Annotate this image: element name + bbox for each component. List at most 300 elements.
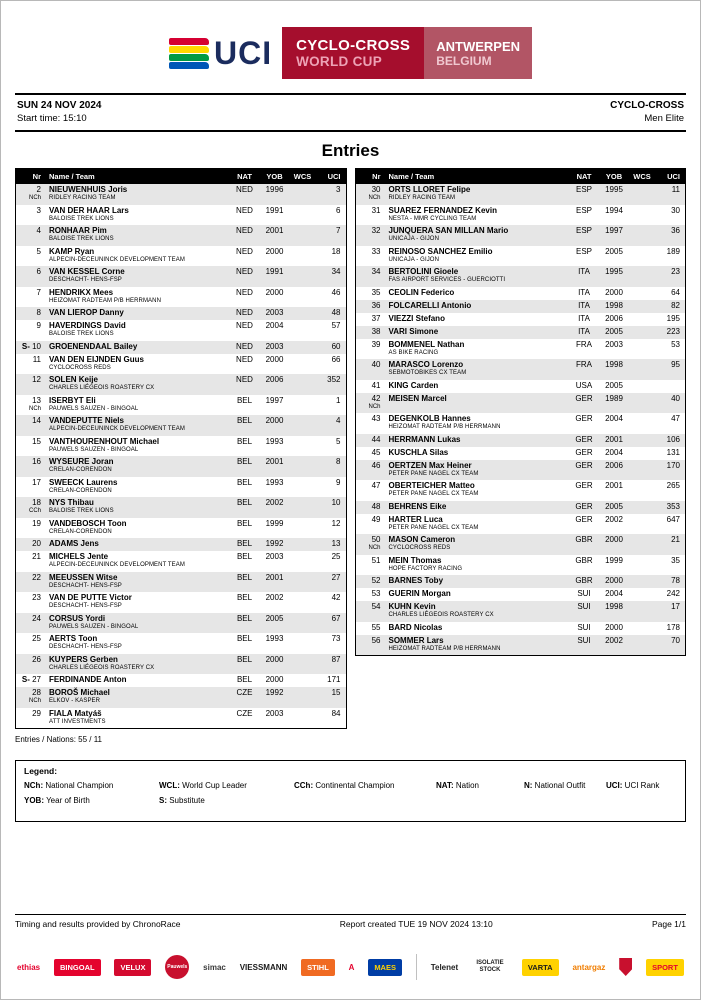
rider-uci-rank: 48: [331, 308, 341, 317]
champion-tag: NCh: [368, 195, 381, 201]
rider-nat: GER: [575, 414, 593, 423]
rider-uci-rank: 8: [336, 457, 341, 466]
rider-team: DESCHACHT- HENS-FSP: [49, 582, 122, 589]
rider-team: AS BIKE RACING: [388, 349, 439, 356]
champion-tag: NCh: [28, 405, 41, 412]
rider-cell: [44, 342, 230, 352]
rider-number: 19: [32, 518, 41, 528]
rider-name: KUHN Kevin: [388, 602, 436, 611]
rider-team: ELKOV - KASPER: [49, 698, 101, 704]
rider-wcs: [629, 327, 655, 337]
entry-row: [356, 225, 686, 246]
rider-name: HAVERDINGS David: [49, 321, 126, 330]
entry-row: [16, 436, 346, 457]
rider-wcs: [629, 535, 655, 553]
rider-wcs: [290, 539, 316, 549]
rider-cell: [384, 247, 570, 265]
rider-yob: 1998: [605, 602, 623, 611]
rider-name: ADAMS Jens: [49, 539, 99, 548]
rider-name: SWEECK Laurens: [49, 477, 118, 487]
rider-yob: 1994: [605, 205, 623, 215]
rider-yob: 2000: [265, 287, 284, 297]
rider-nat: CZE: [236, 708, 253, 718]
rider-nat: ESP: [575, 226, 592, 235]
rider-team: BALOISE TREK LIONS: [49, 236, 114, 242]
entry-row: [356, 514, 686, 535]
legend-row-1: [24, 781, 677, 790]
rider-yob: 2005: [265, 613, 284, 623]
rider-wcs: [290, 498, 316, 516]
rider-yob: 1992: [265, 539, 284, 548]
rider-cell: [384, 461, 570, 479]
sponsor-emblem-icon: [619, 958, 632, 976]
column-header-wcs: WCS: [293, 172, 312, 181]
rider-nat: NED: [236, 354, 253, 364]
rider-name: REINOSO SANCHEZ Emilio: [388, 246, 493, 256]
rider-cell: [384, 206, 570, 224]
rider-yob: 2005: [605, 501, 623, 511]
rider-uci-rank: 95: [671, 360, 680, 369]
rider-yob: 2002: [605, 514, 623, 524]
rider-yob: 1997: [265, 395, 284, 405]
entry-row: [16, 477, 346, 498]
rider-team: ATT INVESTMENTS: [49, 718, 106, 725]
rider-cell: [384, 602, 570, 620]
rider-name: OERTZEN Max Heiner: [388, 460, 472, 470]
rider-uci-rank: 195: [666, 313, 680, 323]
rider-name: MEEUSSEN Witse: [49, 572, 118, 582]
rider-number: 17: [32, 477, 41, 487]
rider-wcs: [290, 355, 316, 373]
rider-nat: NED: [236, 308, 253, 317]
rider-name: HERRMANN Lukas: [388, 434, 461, 444]
rider-yob: 1993: [265, 436, 284, 446]
entry-row: [16, 518, 346, 539]
rider-yob: 2000: [265, 416, 284, 425]
rider-team: PETER PANE NAGEL CX TEAM: [388, 524, 479, 531]
rider-uci-rank: 4: [336, 416, 341, 425]
rider-wcs: [629, 414, 655, 432]
rider-uci-rank: 70: [671, 635, 680, 645]
rider-uci-rank: 53: [671, 339, 680, 349]
entry-row: [16, 674, 346, 687]
rider-team: BALOISE TREK LIONS: [49, 508, 114, 514]
rider-team: CHARLES LIÉGEOIS ROASTERY CX: [388, 612, 494, 618]
rider-number: 33: [371, 246, 381, 256]
column-header-name: Name / Team: [49, 172, 95, 181]
rider-yob: 2002: [265, 593, 284, 602]
rider-nat: BEL: [236, 572, 253, 582]
rider-team: CHARLES LIÉGEOIS ROASTERY CX: [49, 664, 155, 671]
rider-cell: [384, 515, 570, 533]
sponsor-divider: [416, 954, 417, 980]
rider-uci-rank: 66: [331, 354, 341, 364]
rider-uci-rank: 15: [331, 688, 341, 697]
rider-cell: [44, 226, 230, 244]
rider-nat: SUI: [577, 589, 591, 598]
rider-wcs: [290, 552, 316, 570]
rider-yob: 2003: [265, 341, 284, 351]
rider-yob: 2003: [265, 308, 284, 317]
rider-wcs: [629, 394, 655, 412]
entry-row: [356, 339, 686, 360]
rider-team: ALPECIN-DECEUNINCK DEVELOPMENT TEAM: [49, 562, 185, 568]
legend-title: Legend:: [24, 766, 58, 776]
entry-row: [16, 354, 346, 375]
rider-team: CRELAN-CORENDON: [49, 467, 112, 473]
uci-wordmark: UCI: [213, 34, 273, 71]
rider-team: PETER PANE NAGEL CX TEAM: [388, 470, 479, 477]
rider-uci-rank: 87: [331, 654, 341, 664]
rider-team: HEIZOMAT RADTEAM P/B HERRMANN: [49, 297, 162, 304]
rider-cell: [384, 636, 570, 654]
sponsor-logo-velux: VELUX: [114, 959, 151, 976]
rider-uci-rank: 18: [331, 246, 341, 256]
rider-yob: 1995: [605, 185, 623, 194]
rider-wcs: [629, 576, 655, 586]
entry-row: [16, 456, 346, 477]
rider-nat: BEL: [236, 436, 253, 446]
entry-row: [16, 415, 346, 436]
rider-team: DESCHACHT- HENS-FSP: [49, 603, 122, 609]
rider-name: BARNES Toby: [388, 576, 444, 585]
entries-table-left: [15, 168, 347, 729]
rider-nat: ITA: [578, 267, 590, 276]
rider-cell: [44, 321, 230, 339]
rider-name: FIALA Matyáš: [49, 708, 102, 718]
rider-wcs: [629, 301, 655, 311]
rider-wcs: [290, 709, 316, 727]
rider-nat: ITA: [578, 326, 590, 336]
rider-name: NIEUWENHUIS Joris: [49, 185, 128, 194]
rider-wcs: [629, 185, 655, 203]
rider-cell: [384, 394, 570, 412]
rider-number: 52: [371, 576, 381, 585]
rider-wcs: [290, 375, 316, 393]
rider-uci-rank: 35: [671, 555, 680, 565]
rider-name: BOMMENEL Nathan: [388, 339, 465, 349]
rider-name: ORTS LLORET Felipe: [388, 185, 471, 194]
rider-yob: 2001: [605, 481, 623, 490]
rider-name: KUYPERS Gerben: [49, 654, 118, 664]
rider-cell: [44, 675, 230, 685]
rider-team: UNICAJA - GIJON: [388, 256, 440, 263]
rider-cell: [384, 589, 570, 599]
rider-cell: [384, 623, 570, 633]
rider-uci-rank: 82: [671, 300, 680, 310]
rider-number: 4: [36, 226, 41, 235]
rider-uci-rank: 9: [336, 477, 341, 487]
rider-cell: [384, 327, 570, 337]
rider-uci-rank: 647: [666, 514, 680, 524]
rider-wcs: [290, 688, 316, 706]
series-name: CYCLO-CROSS: [296, 37, 411, 54]
rider-team: NESTA - MMR CYCLING TEAM: [388, 215, 477, 222]
rider-wcs: [629, 360, 655, 378]
rider-number: 7: [36, 287, 41, 297]
rider-number: 5: [36, 246, 41, 256]
rider-yob: 2004: [265, 321, 284, 330]
rider-wcs: [290, 519, 316, 537]
rider-name: DEGENKOLB Hannes: [388, 414, 471, 423]
substitute-prefix: S-: [21, 341, 30, 351]
rider-number: 26: [32, 654, 41, 664]
rider-uci-rank: 64: [671, 287, 680, 297]
rider-yob: 2000: [605, 622, 623, 632]
rider-nat: BEL: [236, 518, 253, 528]
rider-number: 22: [32, 572, 41, 582]
rider-name: HARTER Luca: [388, 514, 443, 524]
rider-wcs: [629, 515, 655, 533]
rider-uci-rank: 189: [666, 246, 680, 256]
rider-yob: 2002: [265, 498, 284, 507]
rider-yob: 2006: [605, 313, 623, 323]
rider-team: HEIZOMAT RADTEAM P/B HERRMANN: [388, 424, 501, 430]
venue-banner: [424, 27, 532, 79]
rider-uci-rank: 17: [671, 602, 680, 611]
rider-cell: [44, 655, 230, 673]
rider-cell: [44, 634, 230, 652]
rider-yob: 2001: [265, 457, 284, 466]
rider-uci-rank: 131: [666, 447, 680, 457]
rider-number: S- 10: [21, 341, 41, 351]
rider-uci-rank: 60: [331, 341, 341, 351]
rider-name: KING Carden: [388, 380, 439, 390]
column-header-nr: Nr: [32, 172, 41, 181]
entry-row: [356, 287, 686, 300]
sponsor-logo-pauwels: Pauwels: [165, 955, 189, 979]
rider-uci-rank: 13: [331, 539, 341, 548]
rider-wcs: [629, 340, 655, 358]
rider-number: 16: [32, 457, 41, 466]
entry-row: [356, 588, 686, 601]
rider-yob: 2004: [605, 414, 623, 423]
champion-tag: NCh: [368, 545, 381, 551]
rider-team: PAUWELS SAUZEN - BINGOAL: [49, 623, 139, 630]
rider-nat: NED: [236, 287, 253, 297]
rider-nat: GBR: [575, 576, 593, 585]
entry-row: [356, 300, 686, 313]
entry-row: [16, 341, 346, 354]
rider-cell: [384, 185, 570, 203]
legend-item: CCh: Continental Champion: [294, 781, 395, 790]
rider-number: 56: [371, 635, 381, 645]
rider-number: 2 NCh: [16, 185, 44, 203]
champion-tag: NCh: [368, 403, 381, 410]
rider-nat: NED: [236, 246, 253, 256]
rider-number: 36: [371, 300, 381, 310]
rider-name: VARI Simone: [388, 326, 439, 336]
column-header-nr: Nr: [372, 172, 381, 181]
rider-wcs: [290, 247, 316, 265]
entry-row: [356, 393, 686, 414]
rider-cell: [384, 226, 570, 244]
rider-cell: [384, 535, 570, 553]
sponsor-logo-isolatie-stock: ISOLATIE STOCK: [476, 960, 504, 973]
entry-row: [16, 320, 346, 341]
rider-name: SOMMER Lars: [388, 635, 444, 645]
entry-row: [356, 434, 686, 447]
rider-nat: GER: [575, 460, 593, 470]
rider-uci-rank: 25: [331, 552, 341, 561]
rider-name: BEHRENS Eike: [388, 501, 447, 511]
rider-name: JUNQUERA SAN MILLAN Mario: [388, 226, 509, 235]
rider-number: 42 NCh: [356, 394, 384, 412]
entry-row: [356, 622, 686, 635]
category: Men Elite: [644, 113, 684, 124]
rider-number: 25: [32, 634, 41, 643]
rider-yob: 1998: [605, 300, 623, 310]
rider-uci-rank: 46: [331, 287, 341, 297]
rider-yob: 1993: [265, 477, 284, 487]
rider-name: NYS Thibau: [49, 498, 94, 507]
rider-team: DESCHACHT- HENS-FSP: [49, 277, 122, 283]
rider-uci-rank: 40: [671, 393, 680, 403]
rider-name: VANDEPUTTE Niels: [49, 416, 124, 425]
rider-nat: FRA: [576, 339, 592, 349]
rider-uci-rank: 36: [671, 226, 680, 235]
rider-wcs: [290, 308, 316, 318]
rider-nat: NED: [236, 226, 253, 235]
entry-row: [16, 633, 346, 654]
series-banner: [282, 27, 424, 79]
rider-yob: 1993: [265, 634, 284, 643]
legend-item: NAT: Nation: [436, 781, 479, 790]
rider-yob: 2006: [605, 460, 623, 470]
rider-cell: [384, 448, 570, 458]
rider-cell: [44, 552, 230, 570]
rider-cell: [384, 435, 570, 445]
legend-box: [15, 760, 686, 822]
rider-number: 18 CCh: [16, 498, 44, 516]
rider-cell: [384, 381, 570, 391]
rider-uci-rank: 10: [331, 498, 341, 507]
sponsor-row: [15, 945, 686, 989]
rider-number: 39: [371, 339, 381, 349]
entry-row: [356, 460, 686, 481]
rider-number: 14: [32, 416, 41, 425]
entry-row: [16, 497, 346, 518]
rider-team: CRELAN-CORENDON: [49, 487, 112, 494]
rider-uci-rank: 57: [331, 321, 341, 330]
rider-cell: [44, 539, 230, 549]
column-header-nat: NAT: [237, 172, 252, 181]
rider-team: RIDLEY RACING TEAM: [388, 195, 456, 201]
rider-cell: [44, 478, 230, 496]
rider-wcs: [629, 636, 655, 654]
rider-number: 13 NCh: [16, 396, 44, 414]
rider-name: RONHAAR Pim: [49, 226, 107, 235]
uci-stripe: [169, 38, 209, 45]
rider-uci-rank: 242: [666, 589, 680, 598]
rider-cell: [384, 288, 570, 298]
rider-team: UNICAJA - GIJON: [388, 236, 440, 242]
champion-tag: CCh: [28, 508, 41, 514]
uci-stripes: [169, 33, 209, 73]
venue-country: BELGIUM: [436, 53, 492, 68]
rider-cell: [384, 340, 570, 358]
rider-number: 15: [32, 436, 41, 446]
legend-item: S: Substitute: [159, 796, 205, 805]
start-time: Start time: 15:10: [17, 113, 87, 124]
sponsor-logo-telenet: Telenet: [430, 962, 459, 972]
rider-wcs: [290, 185, 316, 203]
rider-cell: [44, 308, 230, 318]
rider-wcs: [290, 396, 316, 414]
legend-item: YOB: Year of Birth: [24, 796, 90, 805]
rider-yob: 2000: [605, 576, 623, 585]
discipline: CYCLO-CROSS: [610, 100, 684, 111]
sponsor-logo-antargaz: antargaz: [572, 962, 606, 972]
rider-cell: [384, 301, 570, 311]
rider-name: VAN DER HAAR Lars: [49, 205, 129, 215]
rider-number: 24: [32, 613, 41, 623]
rider-uci-rank: 5: [336, 436, 341, 446]
rider-cell: [384, 414, 570, 432]
rider-team: HEIZOMAT RADTEAM P/B HERRMANN: [388, 645, 501, 652]
rider-uci-rank: 23: [671, 267, 680, 276]
entry-row: [16, 708, 346, 729]
rider-uci-rank: 11: [671, 185, 680, 194]
rider-cell: [44, 457, 230, 475]
rider-nat: ITA: [578, 313, 590, 323]
sponsor-logo-viessmann: VIESSMANN: [239, 962, 288, 972]
entry-row: [356, 534, 686, 555]
entries-summary: Entries / Nations: 55 / 11: [15, 735, 103, 744]
rider-wcs: [290, 342, 316, 352]
rider-nat: NED: [236, 341, 253, 351]
entry-row: [356, 326, 686, 339]
champion-tag: NCh: [28, 698, 41, 704]
rider-yob: 2000: [265, 246, 284, 256]
rider-nat: GER: [575, 501, 593, 511]
rider-nat: BEL: [236, 654, 253, 664]
rider-nat: ITA: [578, 287, 590, 297]
entries-table-right-body: [356, 184, 686, 655]
rider-cell: [384, 267, 570, 285]
rider-nat: NED: [236, 375, 253, 384]
rider-name: MEISEN Marcel: [388, 393, 447, 403]
entries-tables: [15, 168, 686, 729]
rider-nat: NED: [236, 185, 253, 194]
rider-yob: 2000: [265, 675, 284, 684]
rider-number: 11: [32, 354, 41, 364]
rider-wcs: [290, 226, 316, 244]
rider-wcs: [629, 556, 655, 574]
rider-name: FERDINANDE Anton: [49, 675, 127, 684]
rider-wcs: [290, 478, 316, 496]
rider-wcs: [629, 288, 655, 298]
rider-name: OBERTEICHER Matteo: [388, 481, 475, 490]
rider-team: DESCHACHT- HENS-FSP: [49, 644, 122, 650]
rider-name: HENDRIKX Mees: [49, 287, 114, 297]
rider-nat: USA: [575, 380, 593, 390]
rider-uci-rank: 27: [331, 572, 341, 582]
rider-nat: BEL: [236, 416, 253, 425]
rider-yob: 1989: [605, 393, 623, 403]
rider-yob: 2000: [265, 654, 284, 664]
rider-cell: [384, 556, 570, 574]
rider-wcs: [629, 206, 655, 224]
entry-row: [356, 205, 686, 226]
sponsor-logo-bingoal: BINGOAL: [54, 959, 101, 976]
rider-wcs: [290, 321, 316, 339]
footer: [15, 914, 686, 929]
entry-row: [16, 572, 346, 593]
rider-number: 53: [371, 589, 381, 598]
rider-number: 37: [371, 313, 381, 323]
entry-row: [356, 575, 686, 588]
